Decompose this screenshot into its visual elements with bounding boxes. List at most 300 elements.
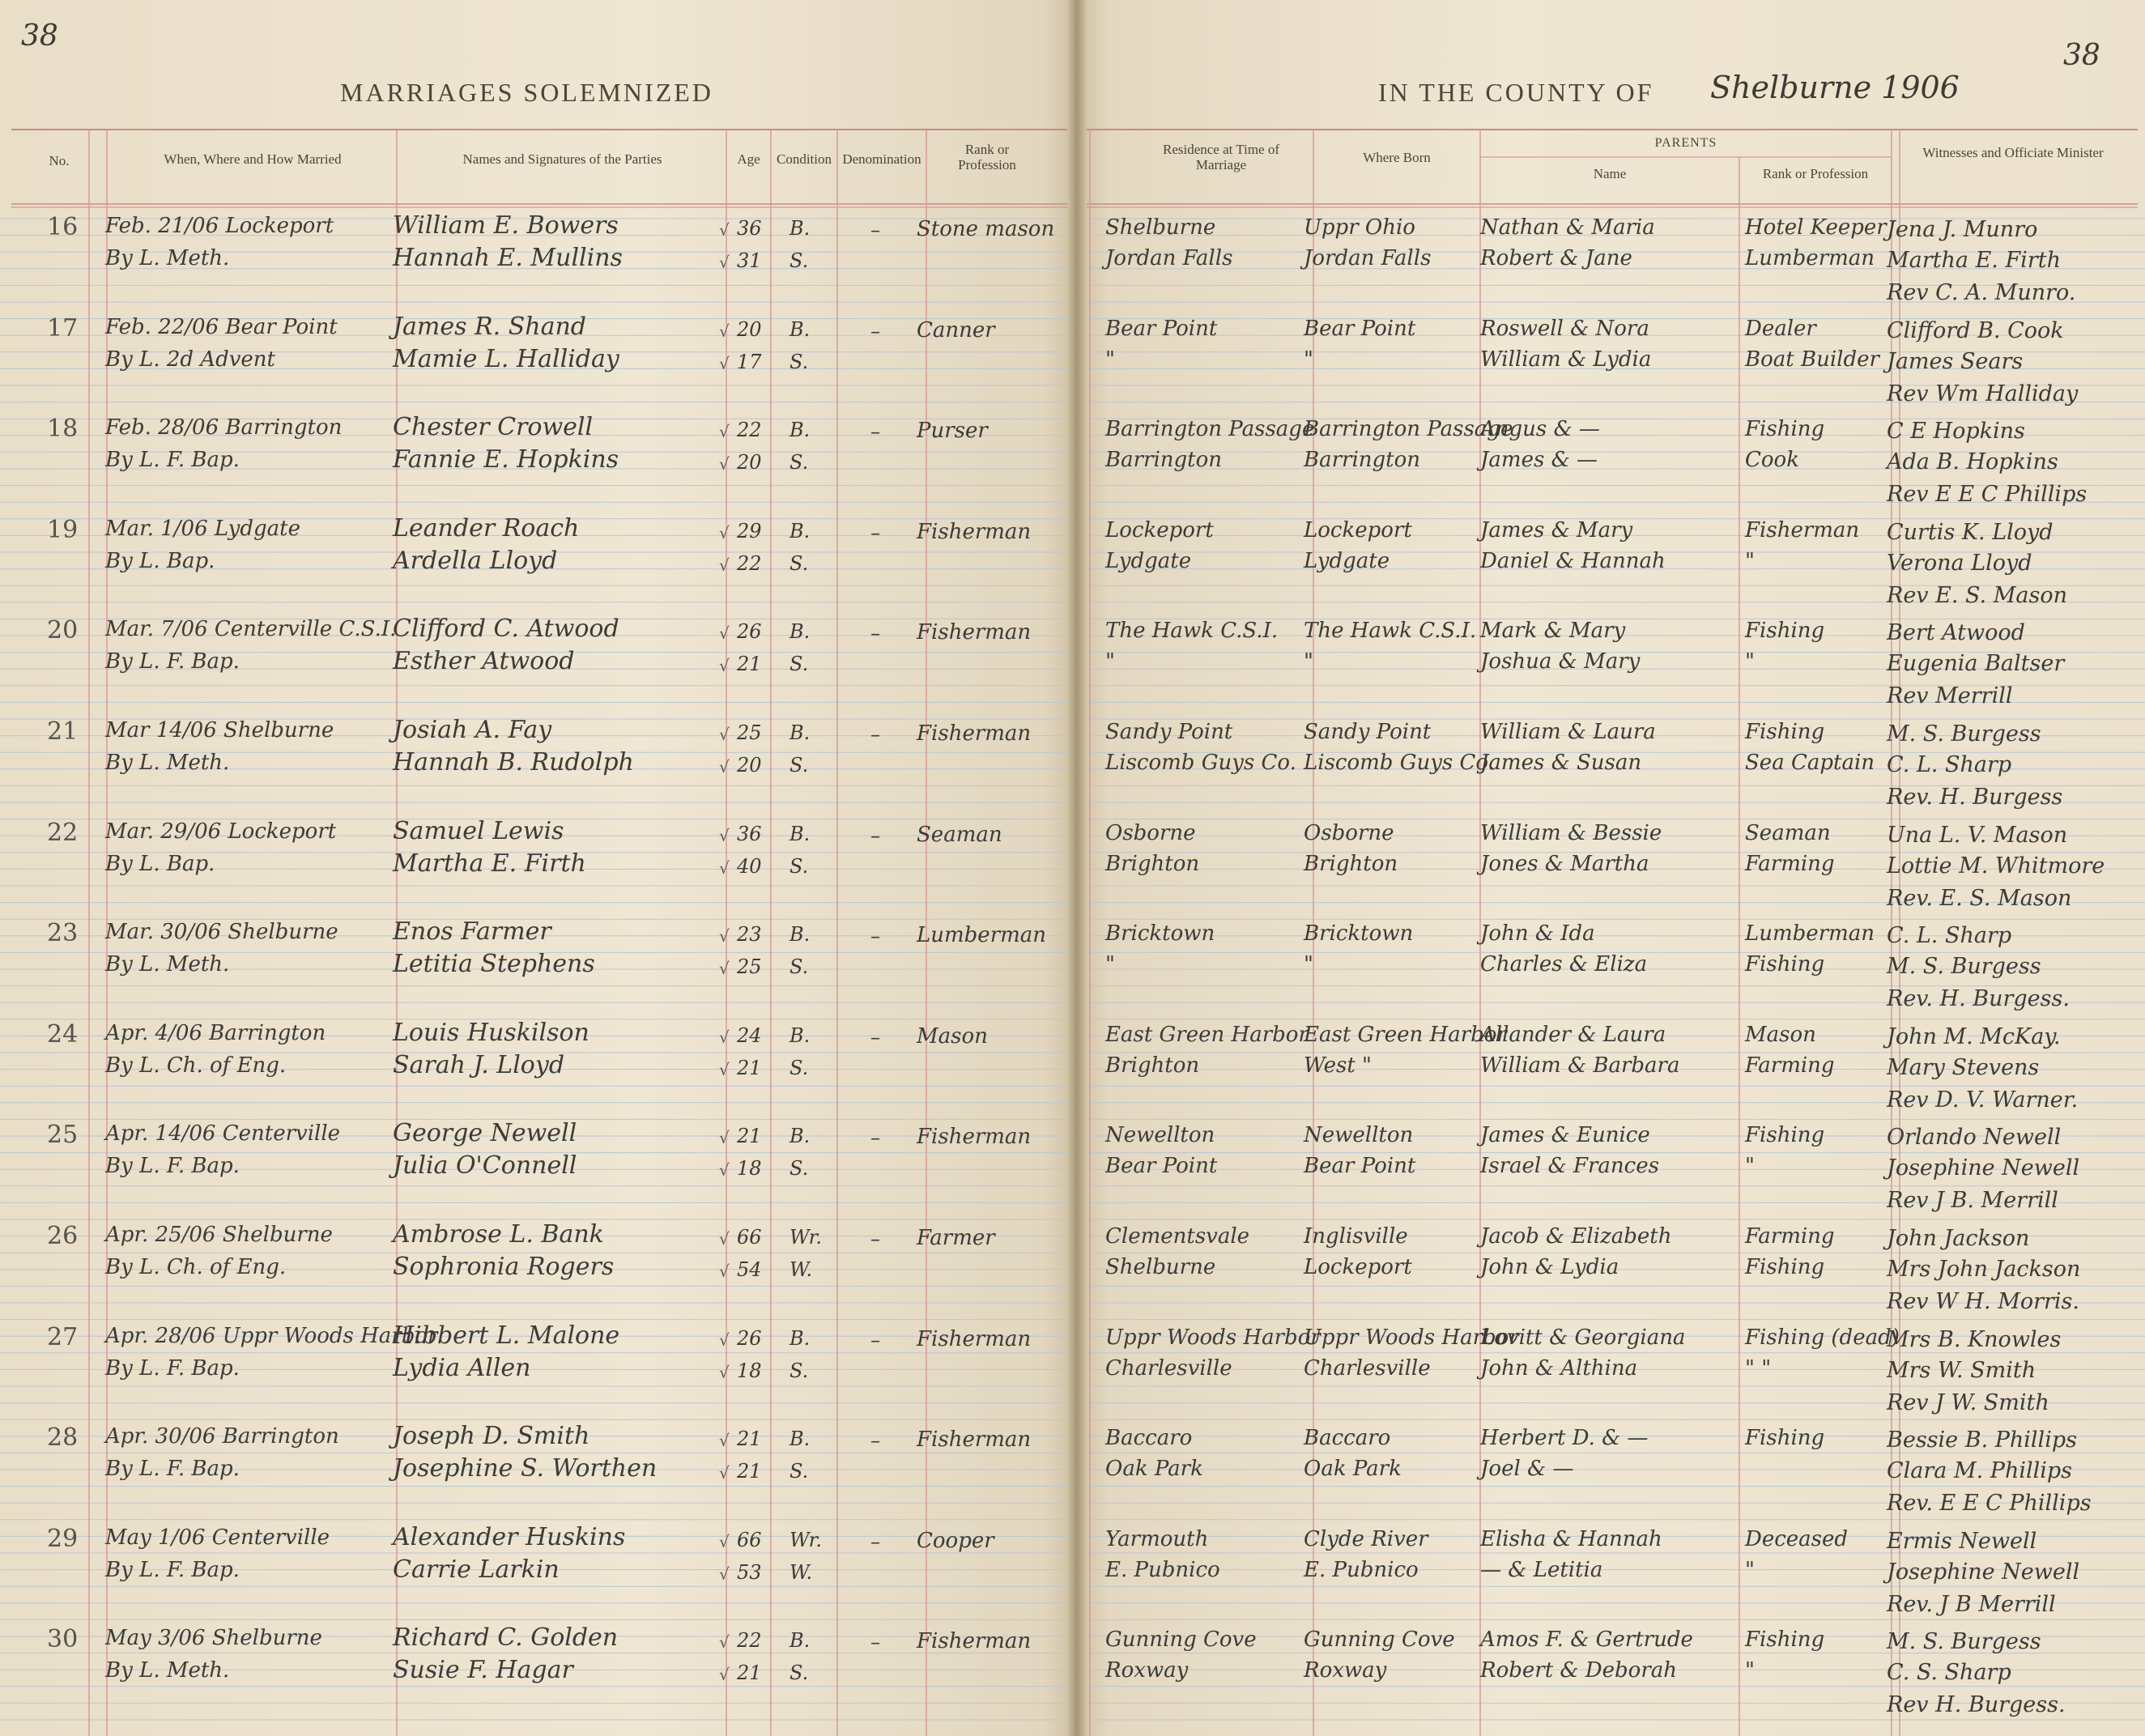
verification-tick: √	[719, 825, 730, 845]
bride-name: Sophronia Rogers	[393, 1253, 615, 1281]
bride-parents: Robert & Deborah	[1480, 1658, 1678, 1683]
marriage-license-denomination: By L. Bap.	[105, 548, 215, 573]
marriage-date-place: Feb. 28/06 Barrington	[105, 415, 343, 440]
groom-parents-profession: Fishing	[1745, 1628, 1825, 1653]
groom-parents: William & Bessie	[1480, 820, 1662, 845]
bride-birthplace: Jordan Falls	[1304, 246, 1432, 270]
bride-age: 53	[737, 1560, 762, 1584]
groom-age: 36	[737, 217, 762, 240]
verification-tick: √	[719, 522, 730, 542]
bride-parents: James & —	[1480, 448, 1598, 473]
bride-birthplace: Lydgate	[1304, 548, 1390, 573]
witness-1: Orlando Newell	[1887, 1125, 2062, 1151]
marriage-license-denomination: By L. Bap.	[105, 851, 215, 876]
bride-parents-profession: Cook	[1745, 448, 1799, 473]
denomination-mark: –	[870, 823, 880, 847]
bride-parents: — & Letitia	[1480, 1557, 1603, 1582]
entry-number: 28	[47, 1423, 79, 1453]
header-parent-name: Name	[1593, 166, 1627, 181]
groom-residence: East Green Harbor	[1105, 1022, 1309, 1047]
groom-birthplace: Osborne	[1304, 820, 1394, 845]
header-parents: PARENTS	[1654, 136, 1717, 150]
header-condition: Condition	[776, 151, 832, 167]
entry-number: 29	[47, 1524, 79, 1553]
verification-tick: √	[719, 454, 730, 474]
entry-number: 24	[47, 1019, 79, 1049]
groom-residence: The Hawk C.S.I.	[1105, 619, 1279, 644]
witness-1: Curtis K. Lloyd	[1887, 519, 2053, 545]
verification-tick: √	[719, 1632, 730, 1653]
groom-condition: B.	[789, 1023, 811, 1047]
verification-tick: √	[719, 757, 730, 777]
verification-tick: √	[719, 656, 730, 676]
witness-1: Jena J. Munro	[1887, 217, 2038, 242]
groom-profession: Seaman	[917, 822, 1002, 847]
bride-parents-profession: Lumberman	[1745, 246, 1875, 270]
verification-tick: √	[719, 926, 730, 947]
officiating-minister: Rev H. Burgess.	[1887, 1692, 2066, 1718]
entry-number: 16	[47, 213, 79, 241]
header-denomination: Denomination	[842, 151, 921, 167]
marriage-license-denomination: By L. Ch. of Eng.	[105, 1053, 287, 1078]
witness-2: Mrs John Jackson	[1887, 1257, 2081, 1282]
bride-age: 54	[737, 1258, 762, 1281]
groom-profession: Fisherman	[917, 1428, 1032, 1453]
bride-residence: Bear Point	[1105, 1154, 1218, 1179]
groom-name: Ambrose L. Bank	[393, 1220, 604, 1249]
bride-age: 22	[737, 551, 762, 575]
groom-condition: B.	[789, 519, 811, 542]
groom-age: 66	[737, 1528, 762, 1551]
groom-birthplace: Newellton	[1304, 1123, 1414, 1148]
groom-parents-profession: Farming	[1745, 1224, 1835, 1249]
bride-birthplace: Bear Point	[1304, 1154, 1416, 1179]
bride-birthplace: Liscomb Guys Co.	[1304, 751, 1495, 775]
groom-birthplace: Uppr Woods Harbor	[1304, 1325, 1519, 1350]
bride-parents-profession: "	[1745, 1557, 1755, 1582]
marriage-date-place: Apr. 30/06 Barrington	[105, 1424, 339, 1449]
groom-condition: B.	[789, 822, 811, 845]
officiating-minister: Rev. H. Burgess.	[1887, 986, 2070, 1012]
groom-parents-profession: Fishing	[1745, 720, 1825, 744]
witness-2: M. S. Burgess	[1887, 954, 2041, 980]
bride-condition: S.	[789, 451, 809, 474]
officiating-minister: Rev J W. Smith	[1887, 1389, 2049, 1415]
witness-2: Verona Lloyd	[1887, 550, 2032, 576]
officiating-minister: Rev Merrill	[1887, 683, 2013, 709]
marriage-date-place: May 1/06 Centerville	[105, 1525, 330, 1550]
bride-parents-profession: Farming	[1745, 1053, 1835, 1078]
witness-1: Clifford B. Cook	[1887, 317, 2064, 343]
witness-1: Ermis Newell	[1887, 1528, 2037, 1554]
bride-condition: S.	[789, 350, 809, 373]
header-witnesses: Witnesses and Officiate Minister	[1922, 145, 2104, 160]
entry-number: 17	[47, 313, 79, 343]
denomination-mark: –	[870, 1228, 880, 1250]
bride-birthplace: "	[1304, 952, 1313, 977]
page-number-left: 38	[21, 19, 58, 53]
entry-number: 22	[47, 818, 79, 847]
bride-parents: John & Lydia	[1480, 1255, 1619, 1279]
header-parent-rank: Rank or Profession	[1762, 166, 1869, 181]
bride-name: Esther Atwood	[393, 647, 575, 676]
denomination-mark: –	[870, 420, 880, 444]
groom-parents-profession: Fishing	[1745, 417, 1825, 442]
verification-tick: √	[719, 1128, 730, 1148]
groom-parents: Nathan & Maria	[1480, 215, 1655, 240]
officiating-minister: Rev E E C Phillips	[1887, 482, 2088, 508]
bride-name: Hannah B. Rudolph	[393, 748, 634, 777]
bride-age: 20	[737, 754, 762, 777]
groom-residence: Yarmouth	[1105, 1526, 1209, 1551]
groom-profession: Lumberman	[917, 923, 1047, 948]
bride-condition: S.	[789, 1662, 809, 1685]
bride-parents-profession: "	[1745, 1658, 1755, 1683]
bride-condition: W.	[789, 1258, 813, 1281]
verification-tick: √	[719, 1665, 730, 1685]
denomination-mark: –	[870, 1530, 880, 1553]
verification-tick: √	[719, 422, 730, 442]
entry-number: 21	[47, 717, 79, 746]
officiating-minister: Rev J B. Merrill	[1887, 1188, 2058, 1214]
groom-name: Louis Huskilson	[393, 1018, 589, 1047]
groom-condition: Wr.	[789, 1528, 823, 1551]
verification-tick: √	[719, 1463, 730, 1483]
header-born: Where Born	[1363, 150, 1431, 165]
groom-birthplace: Gunning Cove	[1304, 1628, 1455, 1653]
bride-condition: S.	[789, 854, 809, 878]
bride-residence: Brighton	[1105, 1053, 1200, 1078]
bride-condition: S.	[789, 754, 809, 777]
marriage-date-place: Apr. 4/06 Barrington	[105, 1020, 326, 1045]
groom-age: 24	[737, 1023, 762, 1047]
groom-birthplace: Inglisville	[1304, 1224, 1408, 1249]
groom-parents: Allander & Laura	[1480, 1022, 1666, 1047]
bride-condition: S.	[789, 551, 809, 575]
bride-condition: S.	[789, 1359, 809, 1382]
groom-name: Hibbert L. Malone	[393, 1321, 620, 1350]
groom-birthplace: Bear Point	[1304, 316, 1416, 341]
header-no: No.	[49, 153, 70, 168]
groom-condition: B.	[789, 923, 811, 947]
bride-residence: E. Pubnico	[1105, 1557, 1220, 1582]
groom-name: Richard C. Golden	[393, 1623, 619, 1653]
groom-condition: B.	[789, 217, 811, 240]
witness-2: Mary Stevens	[1887, 1054, 2040, 1080]
groom-condition: B.	[789, 1629, 811, 1653]
groom-profession: Cooper	[917, 1528, 994, 1553]
bride-condition: S.	[789, 1157, 809, 1181]
groom-parents-profession: Seaman	[1745, 820, 1831, 845]
groom-profession: Canner	[917, 317, 995, 343]
denomination-mark: –	[870, 1328, 880, 1351]
bride-name: Lydia Allen	[393, 1353, 531, 1382]
marriage-date-place: Mar. 7/06 Centerville C.S.I.	[105, 617, 397, 642]
groom-residence: Newellton	[1105, 1123, 1215, 1148]
header-residence: Residence at Time of Marriage	[1162, 142, 1279, 172]
marriage-license-denomination: By L. 2d Advent	[105, 347, 275, 372]
verification-tick: √	[719, 353, 730, 373]
groom-parents: Herbert D. & —	[1480, 1426, 1649, 1451]
witness-1: Mrs B. Knowles	[1887, 1326, 2062, 1352]
bride-name: Sarah J. Lloyd	[393, 1050, 565, 1079]
groom-name: Samuel Lewis	[393, 816, 564, 845]
witness-2: Mrs W. Smith	[1887, 1357, 2036, 1383]
bride-residence: Shelburne	[1105, 1255, 1216, 1279]
groom-condition: B.	[789, 620, 811, 644]
groom-age: 25	[737, 721, 762, 744]
groom-birthplace: Bricktown	[1304, 921, 1414, 947]
groom-residence: Sandy Point	[1105, 720, 1233, 744]
bride-parents: James & Susan	[1480, 751, 1642, 775]
bride-name: Ardella Lloyd	[393, 546, 558, 575]
denomination-mark: –	[870, 1126, 880, 1150]
bride-birthplace: Brighton	[1304, 851, 1398, 876]
officiating-minister: Rev E. S. Mason	[1887, 582, 2067, 608]
header-when: When, Where and How Married	[164, 151, 342, 167]
groom-condition: Wr.	[789, 1226, 823, 1249]
bride-age: 40	[737, 854, 762, 878]
verification-tick: √	[719, 959, 730, 979]
page-number-right: 38	[2063, 39, 2100, 72]
bride-residence: Jordan Falls	[1105, 246, 1233, 270]
bride-birthplace: Roxway	[1304, 1658, 1387, 1683]
groom-residence: Uppr Woods Harbor	[1105, 1325, 1321, 1350]
groom-age: 36	[737, 822, 762, 845]
bride-parents: William & Lydia	[1480, 347, 1652, 372]
bride-residence: Charlesville	[1105, 1355, 1232, 1381]
bride-parents: Joshua & Mary	[1480, 649, 1641, 674]
bride-condition: W.	[789, 1560, 813, 1584]
groom-parents: Angus & —	[1480, 417, 1600, 442]
officiating-minister: Rev W H. Morris.	[1887, 1289, 2079, 1314]
denomination-mark: –	[870, 1429, 880, 1453]
groom-residence: Gunning Cove	[1105, 1628, 1257, 1653]
groom-condition: B.	[789, 1125, 811, 1148]
marriage-license-denomination: By L. F. Bap.	[105, 448, 240, 473]
groom-parents: Jacob & Elizabeth	[1480, 1224, 1672, 1249]
bride-age: 17	[737, 350, 762, 373]
groom-residence: Shelburne	[1105, 215, 1216, 240]
witness-1: C. L. Sharp	[1887, 923, 2012, 949]
bride-parents: Robert & Jane	[1480, 246, 1632, 270]
groom-profession: Stone mason	[917, 217, 1055, 241]
verification-tick: √	[719, 1160, 730, 1181]
groom-parents-profession: Fishing	[1745, 1123, 1825, 1148]
groom-age: 21	[737, 1125, 762, 1148]
groom-name: Chester Crowell	[393, 413, 594, 442]
marriage-license-denomination: By L. F. Bap.	[105, 1457, 240, 1482]
witness-2: Josephine Newell	[1887, 1155, 2080, 1181]
marriage-license-denomination: By L. Meth.	[105, 1658, 230, 1683]
entry-number: 20	[47, 616, 79, 645]
bride-condition: S.	[789, 249, 809, 272]
register-title-left: MARRIAGES SOLEMNIZED	[340, 78, 713, 107]
groom-birthplace: Sandy Point	[1304, 720, 1432, 744]
verification-tick: √	[719, 555, 730, 575]
groom-name: George Newell	[393, 1119, 577, 1148]
verification-tick: √	[719, 1431, 730, 1451]
denomination-mark: –	[870, 723, 880, 746]
groom-condition: B.	[789, 721, 811, 744]
witness-2: Clara M. Phillips	[1887, 1458, 2073, 1484]
groom-residence: Clementsvale	[1105, 1224, 1250, 1249]
marriage-license-denomination: By L. F. Bap.	[105, 1355, 240, 1381]
marriage-date-place: Mar. 1/06 Lydgate	[105, 516, 300, 541]
bride-age: 31	[737, 249, 762, 272]
bride-birthplace: Oak Park	[1304, 1457, 1402, 1482]
header-age: Age	[737, 151, 760, 167]
groom-age: 29	[737, 519, 762, 542]
bride-age: 18	[737, 1157, 762, 1181]
groom-parents: Roswell & Nora	[1480, 316, 1649, 341]
groom-birthplace: Baccaro	[1304, 1426, 1391, 1451]
bride-parents-profession: "	[1745, 649, 1755, 674]
witness-1: C E Hopkins	[1887, 419, 2025, 445]
verification-tick: √	[719, 1027, 730, 1047]
witness-1: M. S. Burgess	[1887, 721, 2041, 747]
bride-residence: Roxway	[1105, 1658, 1189, 1683]
marriage-date-place: Mar 14/06 Shelburne	[105, 718, 334, 742]
bride-residence: "	[1105, 952, 1115, 977]
bride-parents-profession: Farming	[1745, 851, 1835, 876]
bride-age: 25	[737, 955, 762, 979]
groom-profession: Purser	[917, 419, 988, 444]
county-name: Shelburne 1906	[1710, 70, 1960, 105]
bride-residence: Brighton	[1105, 851, 1200, 876]
officiating-minister: Rev Wm Halliday	[1887, 381, 2079, 406]
entry-number: 26	[47, 1222, 79, 1250]
marriage-date-place: Mar. 30/06 Shelburne	[105, 920, 338, 945]
officiating-minister: Rev. H. Burgess	[1887, 785, 2063, 810]
register-title-right: IN THE COUNTY OF	[1378, 78, 1654, 107]
groom-profession: Mason	[917, 1023, 988, 1049]
marriage-license-denomination: By L. Meth.	[105, 246, 230, 270]
groom-condition: B.	[789, 1326, 811, 1350]
verification-tick: √	[719, 1229, 730, 1249]
groom-parents: Mark & Mary	[1480, 619, 1626, 644]
bride-name: Carrie Larkin	[393, 1555, 560, 1584]
denomination-mark: –	[870, 521, 880, 544]
groom-parents: James & Eunice	[1480, 1123, 1650, 1148]
groom-residence: Bear Point	[1105, 316, 1218, 341]
witness-2: C. L. Sharp	[1887, 752, 2012, 777]
groom-name: Josiah A. Fay	[393, 716, 552, 744]
entry-number: 23	[47, 919, 79, 948]
bride-birthplace: "	[1304, 347, 1313, 372]
groom-name: Joseph D. Smith	[393, 1422, 590, 1451]
witness-2: C. S. Sharp	[1887, 1660, 2011, 1686]
verification-tick: √	[719, 1059, 730, 1079]
bride-parents-profession: " "	[1745, 1355, 1772, 1381]
groom-parents-profession: Deceased	[1745, 1526, 1849, 1551]
groom-name: Leander Roach	[393, 513, 580, 542]
denomination-mark: –	[870, 925, 880, 948]
groom-parents-profession: Fishing	[1745, 1426, 1825, 1451]
bride-parents: Daniel & Hannah	[1480, 548, 1666, 573]
bride-age: 21	[737, 653, 762, 676]
bride-residence: "	[1105, 347, 1115, 372]
witness-1: John M. McKay.	[1887, 1023, 2061, 1049]
groom-profession: Fisherman	[917, 1125, 1032, 1150]
bride-condition: S.	[789, 653, 809, 676]
bride-age: 21	[737, 1662, 762, 1685]
groom-profession: Fisherman	[917, 1326, 1032, 1351]
bride-age: 21	[737, 1056, 762, 1079]
denomination-mark: –	[870, 1631, 880, 1654]
marriage-date-place: May 3/06 Shelburne	[105, 1626, 322, 1651]
groom-parents: James & Mary	[1480, 517, 1633, 542]
bride-parents: Charles & Eliza	[1480, 952, 1648, 977]
marriage-license-denomination: By L. Meth.	[105, 751, 230, 775]
groom-birthplace: The Hawk C.S.I.	[1304, 619, 1477, 644]
groom-name: James R. Shand	[393, 312, 586, 341]
groom-name: Enos Farmer	[393, 917, 551, 947]
entry-number: 19	[47, 515, 79, 544]
groom-birthplace: Lockeport	[1304, 517, 1412, 542]
bride-parents: John & Althina	[1480, 1355, 1638, 1381]
groom-parents: John & Ida	[1480, 921, 1595, 947]
groom-condition: B.	[789, 1428, 811, 1451]
groom-parents-profession: Hotel Keeper	[1745, 215, 1887, 240]
groom-age: 66	[737, 1226, 762, 1249]
entry-number: 27	[47, 1322, 79, 1351]
marriage-license-denomination: By L. F. Bap.	[105, 1557, 240, 1582]
groom-age: 26	[737, 1326, 762, 1350]
verification-tick: √	[719, 725, 730, 744]
bride-parents-profession: Fishing	[1745, 952, 1825, 977]
officiating-minister: Rev C. A. Munro.	[1887, 280, 2076, 305]
marriage-date-place: Apr. 28/06 Uppr Woods Harbor	[105, 1323, 438, 1348]
marriage-license-denomination: By L. Ch. of Eng.	[105, 1255, 287, 1279]
groom-name: William E. Bowers	[393, 211, 619, 240]
bride-parents: Jones & Martha	[1480, 851, 1649, 876]
header-names: Names and Signatures of the Parties	[462, 151, 662, 167]
denomination-mark: –	[870, 622, 880, 645]
bride-condition: S.	[789, 955, 809, 979]
witness-1: Bessie B. Phillips	[1887, 1428, 2077, 1453]
witness-1: Una L. V. Mason	[1887, 822, 2068, 848]
denomination-mark: –	[870, 1025, 880, 1049]
bride-birthplace: "	[1304, 649, 1313, 674]
groom-age: 22	[737, 1629, 762, 1653]
groom-residence: Barrington Passage	[1105, 417, 1315, 442]
entry-number: 18	[47, 415, 79, 444]
groom-parents-profession: Dealer	[1745, 316, 1816, 341]
groom-birthplace: Clyde River	[1304, 1526, 1428, 1551]
bride-age: 21	[737, 1460, 762, 1483]
groom-residence: Osborne	[1105, 820, 1196, 845]
bride-condition: S.	[789, 1460, 809, 1483]
verification-tick: √	[719, 1262, 730, 1281]
groom-residence: Bricktown	[1105, 921, 1215, 947]
groom-condition: B.	[789, 419, 811, 442]
bride-name: Fannie E. Hopkins	[393, 445, 619, 474]
denomination-mark: –	[870, 319, 880, 343]
verification-tick: √	[719, 857, 730, 878]
groom-profession: Fisherman	[917, 1629, 1032, 1654]
denomination-mark: –	[870, 219, 880, 241]
verification-tick: √	[719, 1362, 730, 1382]
officiating-minister: Rev. E. S. Mason	[1887, 885, 2072, 911]
groom-parents-profession: Fishing	[1745, 619, 1825, 644]
groom-name: Alexander Huskins	[393, 1522, 626, 1551]
bride-residence: Lydgate	[1105, 548, 1192, 573]
bride-parents-profession: "	[1745, 1154, 1755, 1179]
marriage-license-denomination: By L. F. Bap.	[105, 1154, 240, 1179]
groom-birthplace: Uppr Ohio	[1304, 215, 1415, 240]
marriage-license-denomination: By L. F. Bap.	[105, 649, 240, 674]
